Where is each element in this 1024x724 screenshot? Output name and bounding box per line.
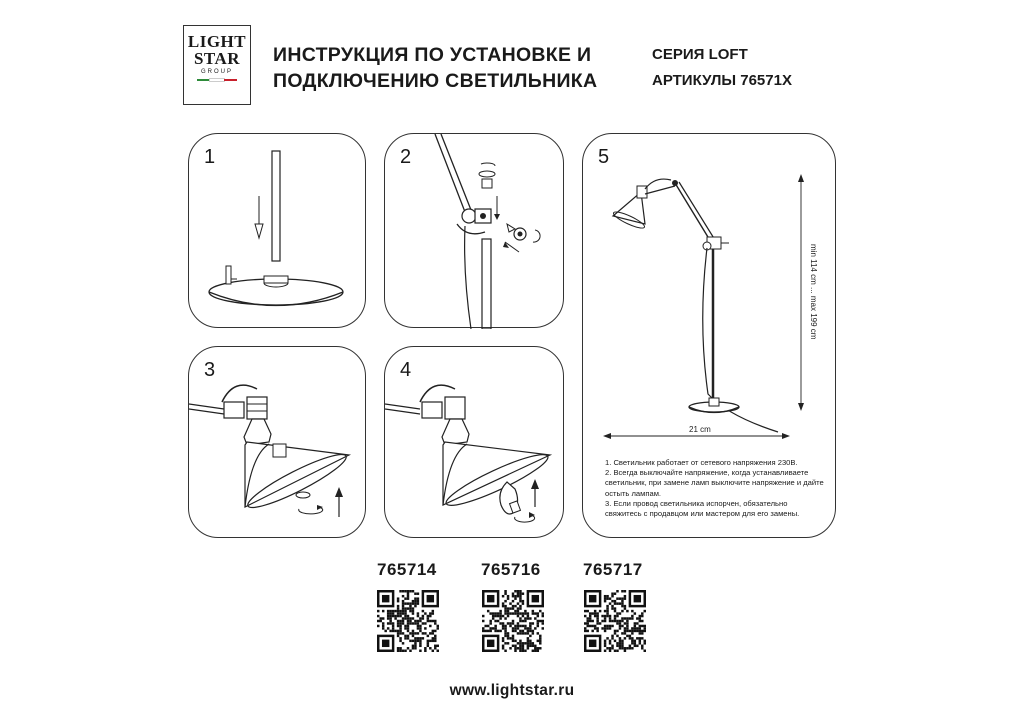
step-number: 4 xyxy=(400,359,412,381)
qr-code-765716[interactable] xyxy=(482,590,544,652)
logo-line-light: LIGHT xyxy=(187,32,247,51)
logo-line-star: STAR xyxy=(193,49,241,68)
flag-green xyxy=(197,79,210,81)
step-panel-2 xyxy=(384,133,564,328)
step-number: 2 xyxy=(400,146,412,168)
width-dimension-label: 21 cm xyxy=(689,425,711,434)
flag-white xyxy=(210,79,223,81)
article-code-1: 765714 xyxy=(377,560,437,579)
articles-label: АРТИКУЛЫ 76571Х xyxy=(652,72,792,89)
series-label: СЕРИЯ LOFT xyxy=(652,46,748,63)
base-and-pole-assembly-icon xyxy=(189,134,367,329)
logo-line-group: GROUP xyxy=(200,69,233,75)
step-panel-1 xyxy=(188,133,366,328)
series-info xyxy=(652,42,792,94)
safety-notes xyxy=(605,458,825,519)
flag-red xyxy=(224,79,237,81)
note-3: 3. Если провод светильника испорчен, обязательно свяжитесь с продавцом или мастером для его замены. xyxy=(605,498,800,519)
qr-code-765714[interactable] xyxy=(377,590,439,652)
brand-logo xyxy=(183,25,251,105)
step-panel-4 xyxy=(384,346,564,538)
note-2: 2. Всегда выключайте напряжение, когда устанавливаете светильник, при замене ламп выключите напряжение и дайте остыть лампам. xyxy=(605,468,824,498)
step-number: 3 xyxy=(204,359,216,381)
step-panel-3 xyxy=(188,346,366,538)
qr-code-765717[interactable] xyxy=(584,590,646,652)
website-link[interactable]: www.lightstar.ru xyxy=(449,682,575,699)
step-number: 1 xyxy=(204,146,216,168)
step-number: 5 xyxy=(598,146,610,168)
bulb-installation-icon xyxy=(385,347,565,539)
document-title xyxy=(273,42,597,94)
title-line-2: ПОДКЛЮЧЕНИЮ СВЕТИЛЬНИКА xyxy=(273,70,598,92)
italian-flag-stripe xyxy=(197,79,237,81)
title-line-1: ИНСТРУКЦИЯ ПО УСТАНОВКЕ И xyxy=(273,44,592,66)
article-code-2: 765716 xyxy=(481,560,541,579)
note-1: 1. Светильник работает от сетевого напряжения 230В. xyxy=(605,458,798,467)
arm-to-pole-connection-icon xyxy=(385,134,565,329)
article-code-3: 765717 xyxy=(583,560,643,579)
height-dimension-label: min 114 cm ... max 199 cm xyxy=(809,244,818,340)
shade-attachment-icon xyxy=(189,347,367,539)
